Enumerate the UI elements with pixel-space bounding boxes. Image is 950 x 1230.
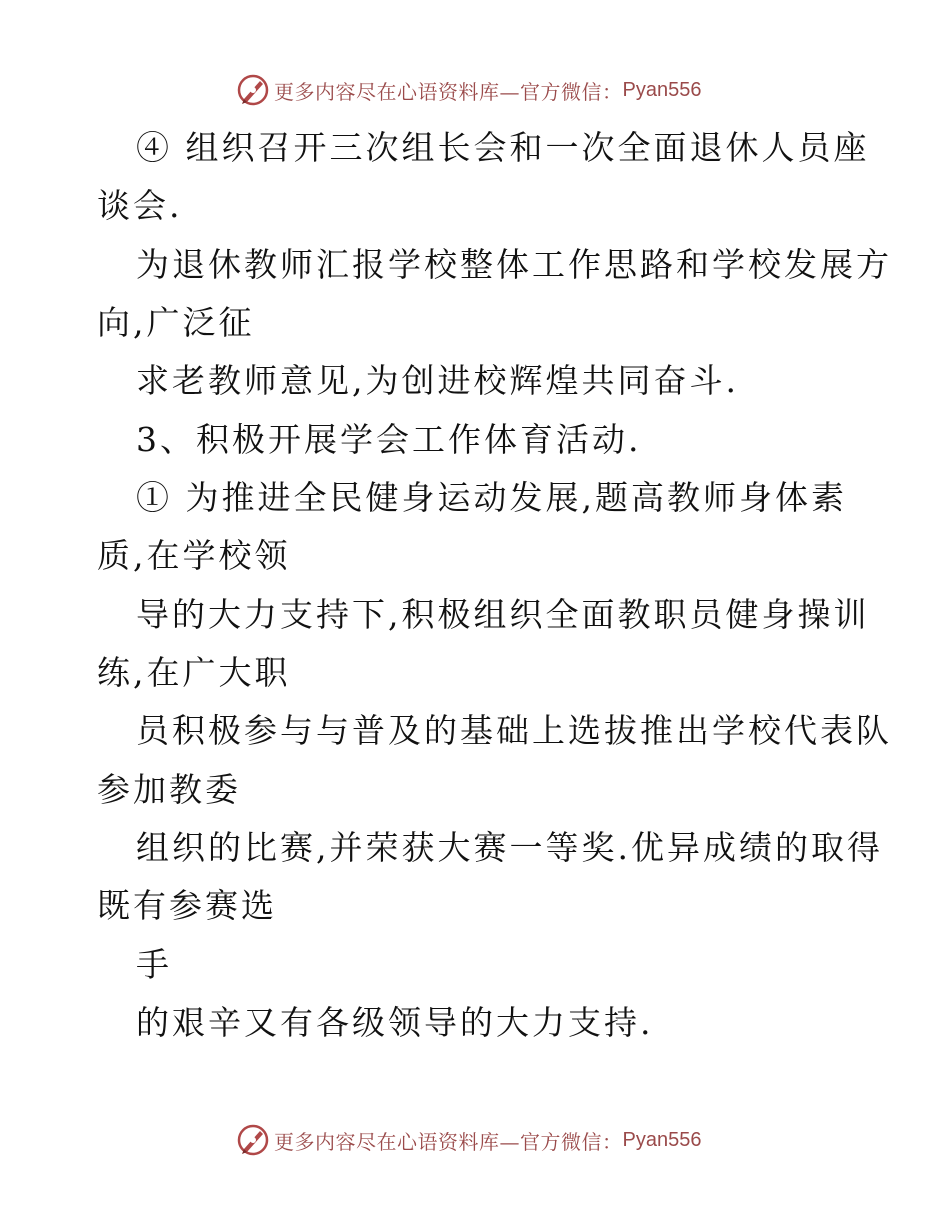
watermark-wechat-id: Pyan556 [622, 1128, 702, 1151]
text-line: 员积极参与与普及的基础上选拔推出学校代表队 [136, 711, 892, 750]
text-line: 质,在学校领 [97, 536, 291, 575]
text-line: 练,在广大职 [97, 653, 291, 692]
watermark-text: 更多内容尽在心语资料库—官方微信： [274, 79, 623, 104]
text-line: 谈会. [97, 186, 183, 225]
watermark-text: 更多内容尽在心语资料库—官方微信： [274, 1129, 623, 1154]
text-line: 参加教委 [97, 770, 241, 809]
text-line: 为退休教师汇报学校整体工作思路和学校发展方 [136, 245, 892, 284]
text-line: 组织的比赛,并荣获大赛一等奖.优异成绩的取得 [136, 828, 883, 867]
text-line: 的艰辛又有各级领导的大力支持. [136, 1003, 654, 1042]
text-line: 导的大力支持下,积极组织全面教职员健身操训 [136, 595, 870, 634]
text-line: 手 [136, 945, 172, 984]
text-line: 求老教师意见,为创进校辉煌共同奋斗. [136, 361, 739, 400]
footer-watermark [236, 1122, 701, 1158]
text-line: ① 为推进全民健身运动发展,题高教师身体素 [136, 478, 847, 517]
text-line: 3、积极开展学会工作体育活动. [136, 420, 642, 459]
text-line: 既有参赛选 [97, 886, 277, 925]
text-line: ④ 组织召开三次组长会和一次全面退休人员座 [136, 128, 870, 167]
watermark-wechat-id: Pyan556 [622, 78, 702, 101]
text-line: 向,广泛征 [97, 303, 255, 342]
pen-logo-icon [236, 73, 270, 107]
header-watermark [236, 72, 701, 108]
pen-logo-icon [236, 1123, 270, 1157]
